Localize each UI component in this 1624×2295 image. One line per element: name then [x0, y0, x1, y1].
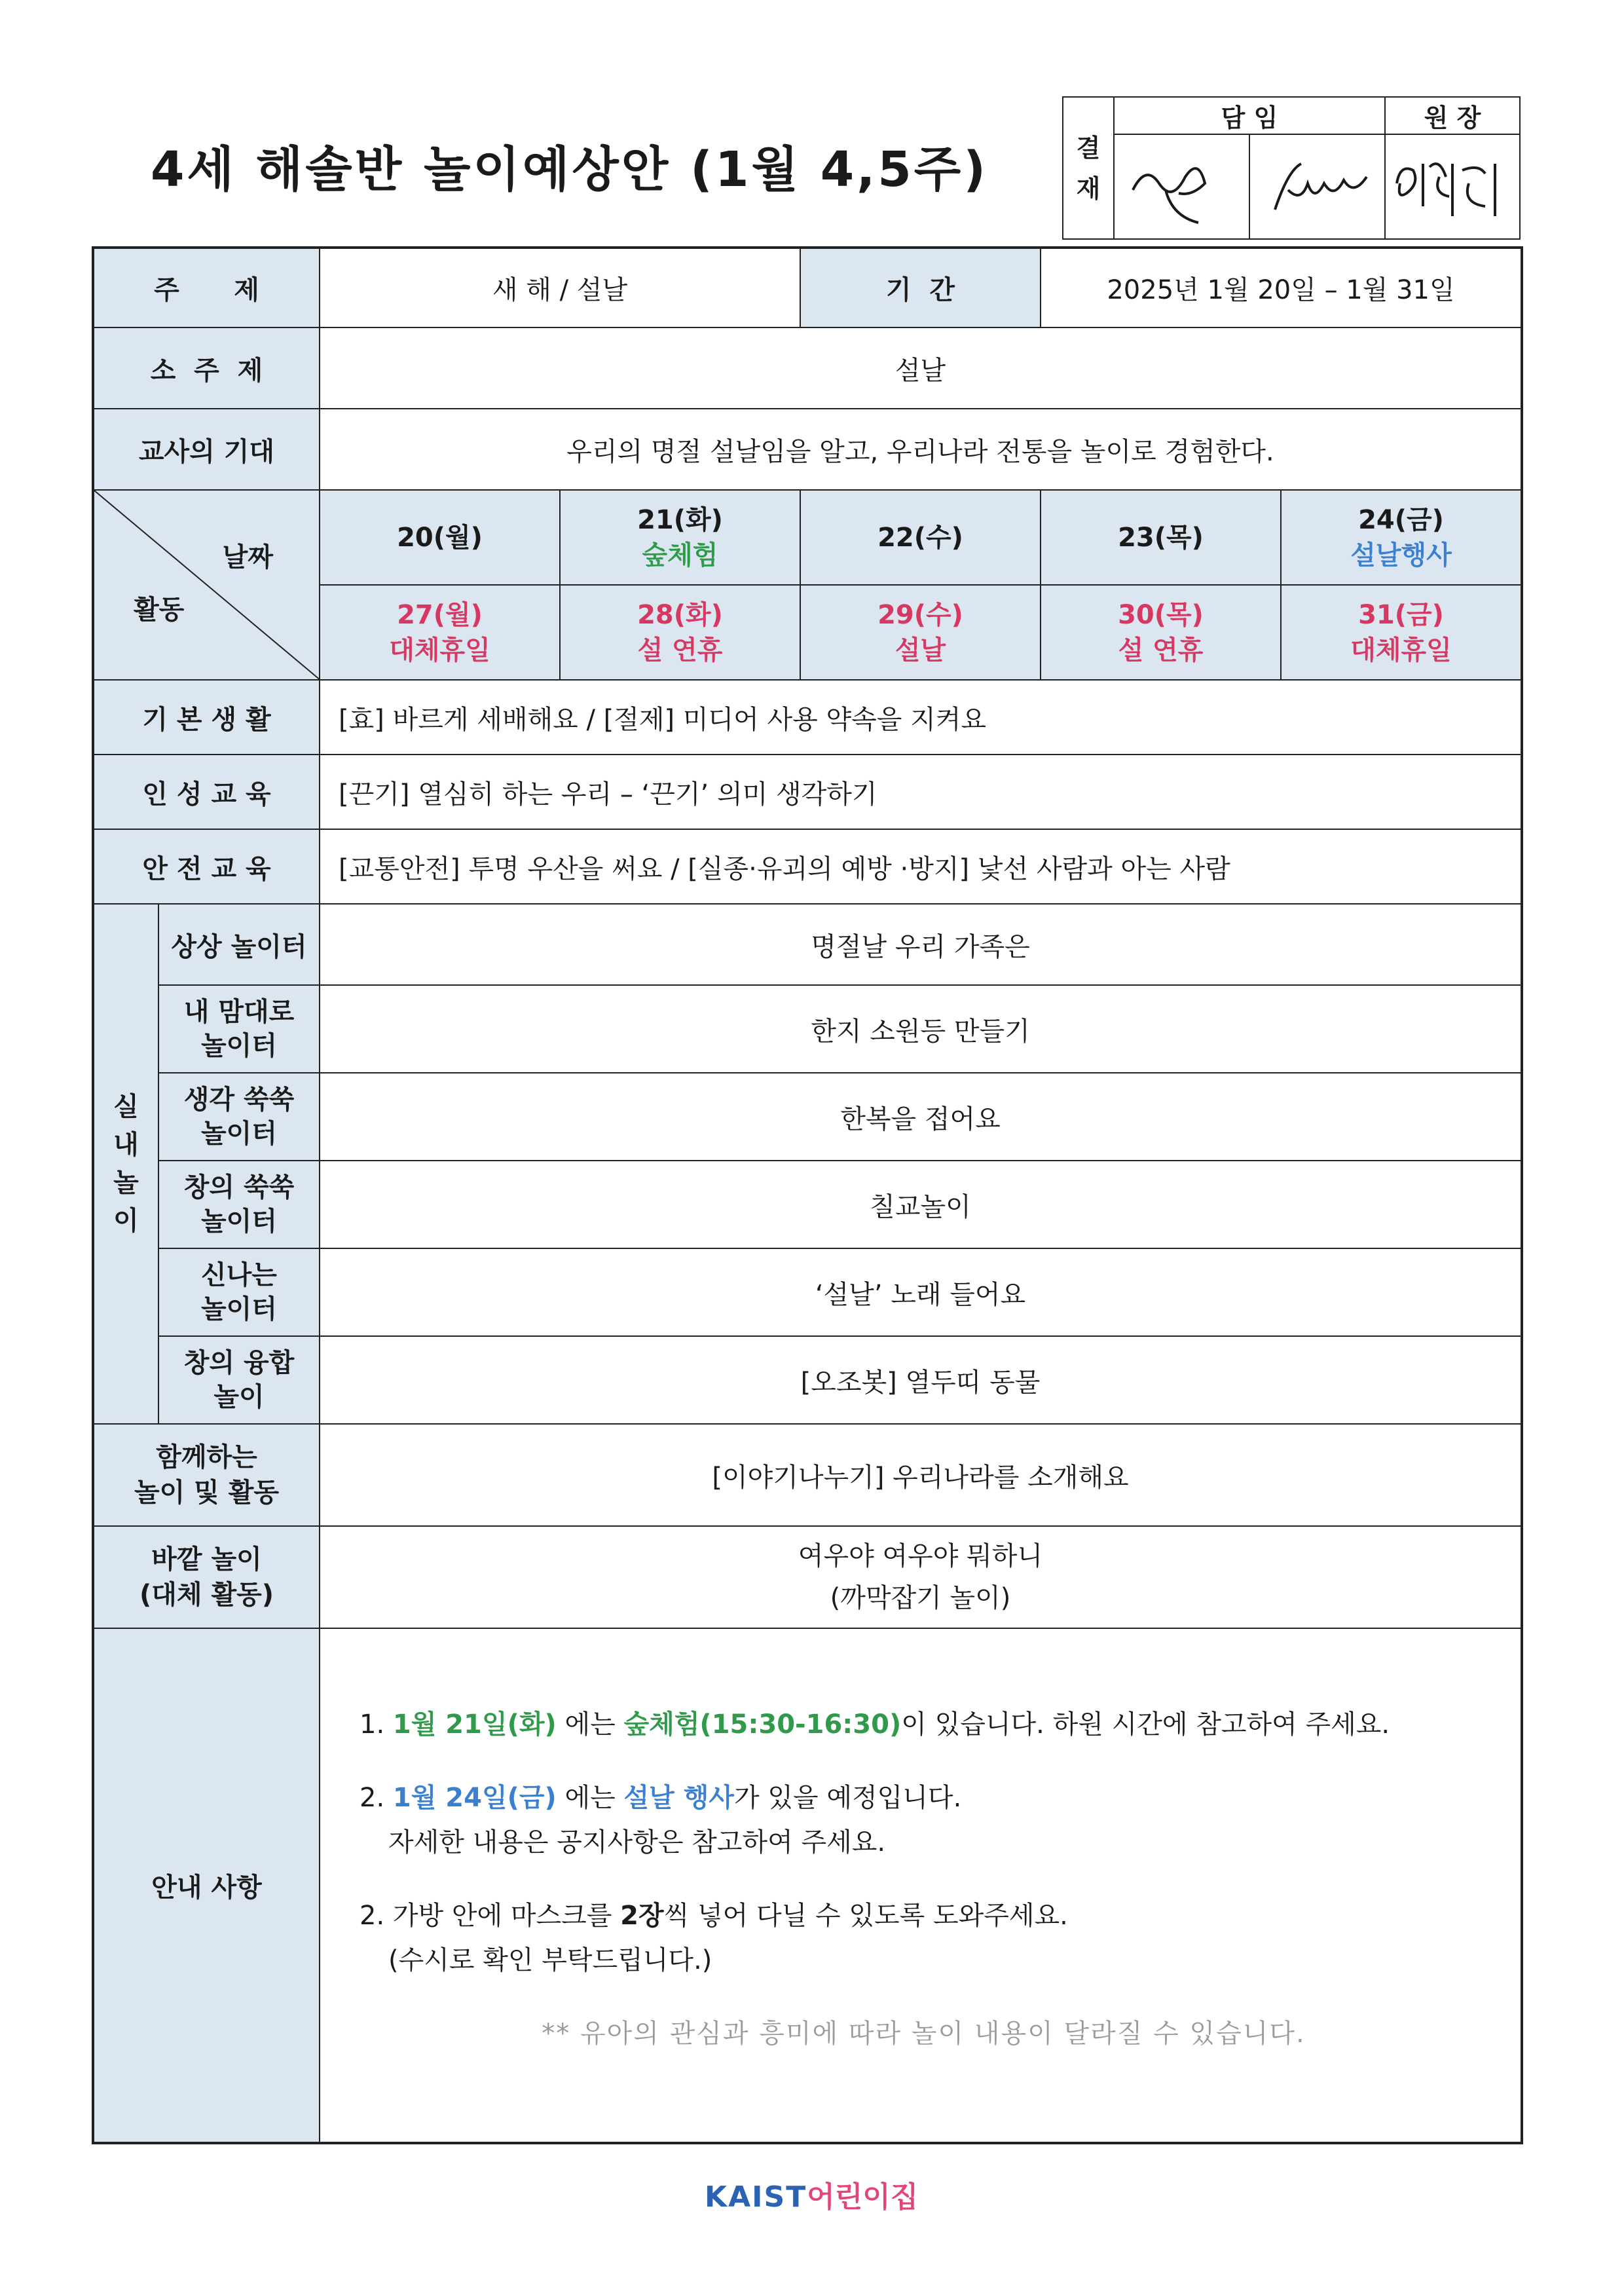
director-signature: [1385, 134, 1520, 239]
holiday-cell: 31(금) 대체휴일: [1281, 585, 1522, 680]
theme-label: 주 제: [93, 248, 320, 327]
day-cell: 22(수): [800, 490, 1041, 585]
holiday-cell: 29(수) 설날: [800, 585, 1041, 680]
character-label: 인 성 교 육: [93, 755, 320, 829]
day-cell: 24(금) 설날행사: [1281, 490, 1522, 585]
together-label: 함께하는 놀이 및 활동: [93, 1424, 320, 1526]
notice-item: 2. 가방 안에 마스크를 2장씩 넣어 다닐 수 있도록 도와주세요. (수시로 확인 부탁드립니다.): [360, 1900, 1068, 1975]
period-label: 기 간: [800, 248, 1041, 327]
subtheme-label: 소 주 제: [93, 327, 320, 409]
homeroom-signature-2: [1249, 134, 1385, 239]
notice-item: 2. 1월 24일(금) 에는 설날 행사가 있을 예정입니다. 자세한 내용은 공지사항은 참고하여 주세요.: [360, 1782, 962, 1857]
together-value: [이야기나누기] 우리나라를 소개해요: [320, 1424, 1522, 1526]
basic-life-value: [효] 바르게 세배해요 / [절제] 미디어 사용 약속을 지켜요: [320, 680, 1522, 755]
period-value: 2025년 1월 20일 – 1월 31일: [1041, 248, 1522, 327]
approval-box: [1062, 96, 1521, 240]
notice-footnote: ** 유아의 관심과 흥미에 따라 놀이 내용이 달라질 수 있습니다.: [542, 2018, 1306, 2049]
indoor-play-value: [오조봇] 열두띠 동물: [320, 1336, 1522, 1424]
day-cell: 20(월): [320, 490, 560, 585]
indoor-play-label: 내 맘대로 놀이터: [158, 985, 320, 1073]
day-cell: 23(목): [1041, 490, 1281, 585]
safety-value: [교통안전] 투명 우산을 써요 / [실종·유괴의 예방 ·방지] 낯선 사람과 아는 사람: [320, 829, 1522, 904]
safety-label: 안 전 교 육: [93, 829, 320, 904]
indoor-play-value: ‘설날’ 노래 들어요: [320, 1248, 1522, 1336]
indoor-play-label: 창의 융합 놀이: [158, 1336, 320, 1424]
outdoor-value: 여우야 여우야 뭐하니 (까막잡기 놀이): [320, 1526, 1522, 1628]
approval-side-label: 결 재: [1063, 97, 1114, 239]
date-label: 날짜: [222, 542, 273, 572]
expectation-value: 우리의 명절 설날임을 알고, 우리나라 전통을 놀이로 경험한다.: [320, 409, 1522, 490]
holiday-cell: 27(월) 대체휴일: [320, 585, 560, 680]
indoor-play-label: 신나는 놀이터: [158, 1248, 320, 1336]
indoor-play-label: 생각 쑥쑥 놀이터: [158, 1073, 320, 1161]
indoor-label: 실 내 놀 이: [93, 904, 158, 1424]
holiday-cell: 30(목) 설 연휴: [1041, 585, 1281, 680]
plan-table: [92, 246, 1523, 2144]
indoor-play-label: 창의 쑥쑥 놀이터: [158, 1161, 320, 1248]
expectation-label: 교사의 기대: [93, 409, 320, 490]
director-header: 원 장: [1385, 97, 1520, 134]
homeroom-header: 담 임: [1114, 97, 1385, 134]
holiday-cell: 28(화) 설 연휴: [560, 585, 800, 680]
date-activity-header: [93, 490, 320, 680]
indoor-play-value: 한복을 접어요: [320, 1073, 1522, 1161]
homeroom-signature-1: [1114, 134, 1249, 239]
notice-label: 안내 사항: [93, 1628, 320, 2143]
day-cell: 21(화) 숲체험: [560, 490, 800, 585]
indoor-play-label: 상상 놀이터: [158, 904, 320, 985]
notice-item: 1. 1월 21일(화) 에는 숲체험(15:30-16:30)이 있습니다. 하원 시간에 참고하여 주세요.: [360, 1709, 1390, 1740]
kaist-logo: KAIST어린이집: [705, 2180, 919, 2214]
outdoor-label: 바깥 놀이 (대체 활동): [93, 1526, 320, 1628]
basic-life-label: 기 본 생 활: [93, 680, 320, 755]
activity-label: 활동: [134, 595, 185, 625]
subtheme-value: 설날: [320, 327, 1522, 409]
indoor-play-value: 칠교놀이: [320, 1161, 1522, 1248]
theme-value: 새 해 / 설날: [320, 248, 800, 327]
page-title: 4세 해솔반 놀이예상안 (1월 4,5주): [151, 141, 989, 198]
notice-content: [320, 1628, 1522, 2143]
indoor-play-value: 한지 소원등 만들기: [320, 985, 1522, 1073]
indoor-play-value: 명절날 우리 가족은: [320, 904, 1522, 985]
character-value: [끈기] 열심히 하는 우리 – ‘끈기’ 의미 생각하기: [320, 755, 1522, 829]
